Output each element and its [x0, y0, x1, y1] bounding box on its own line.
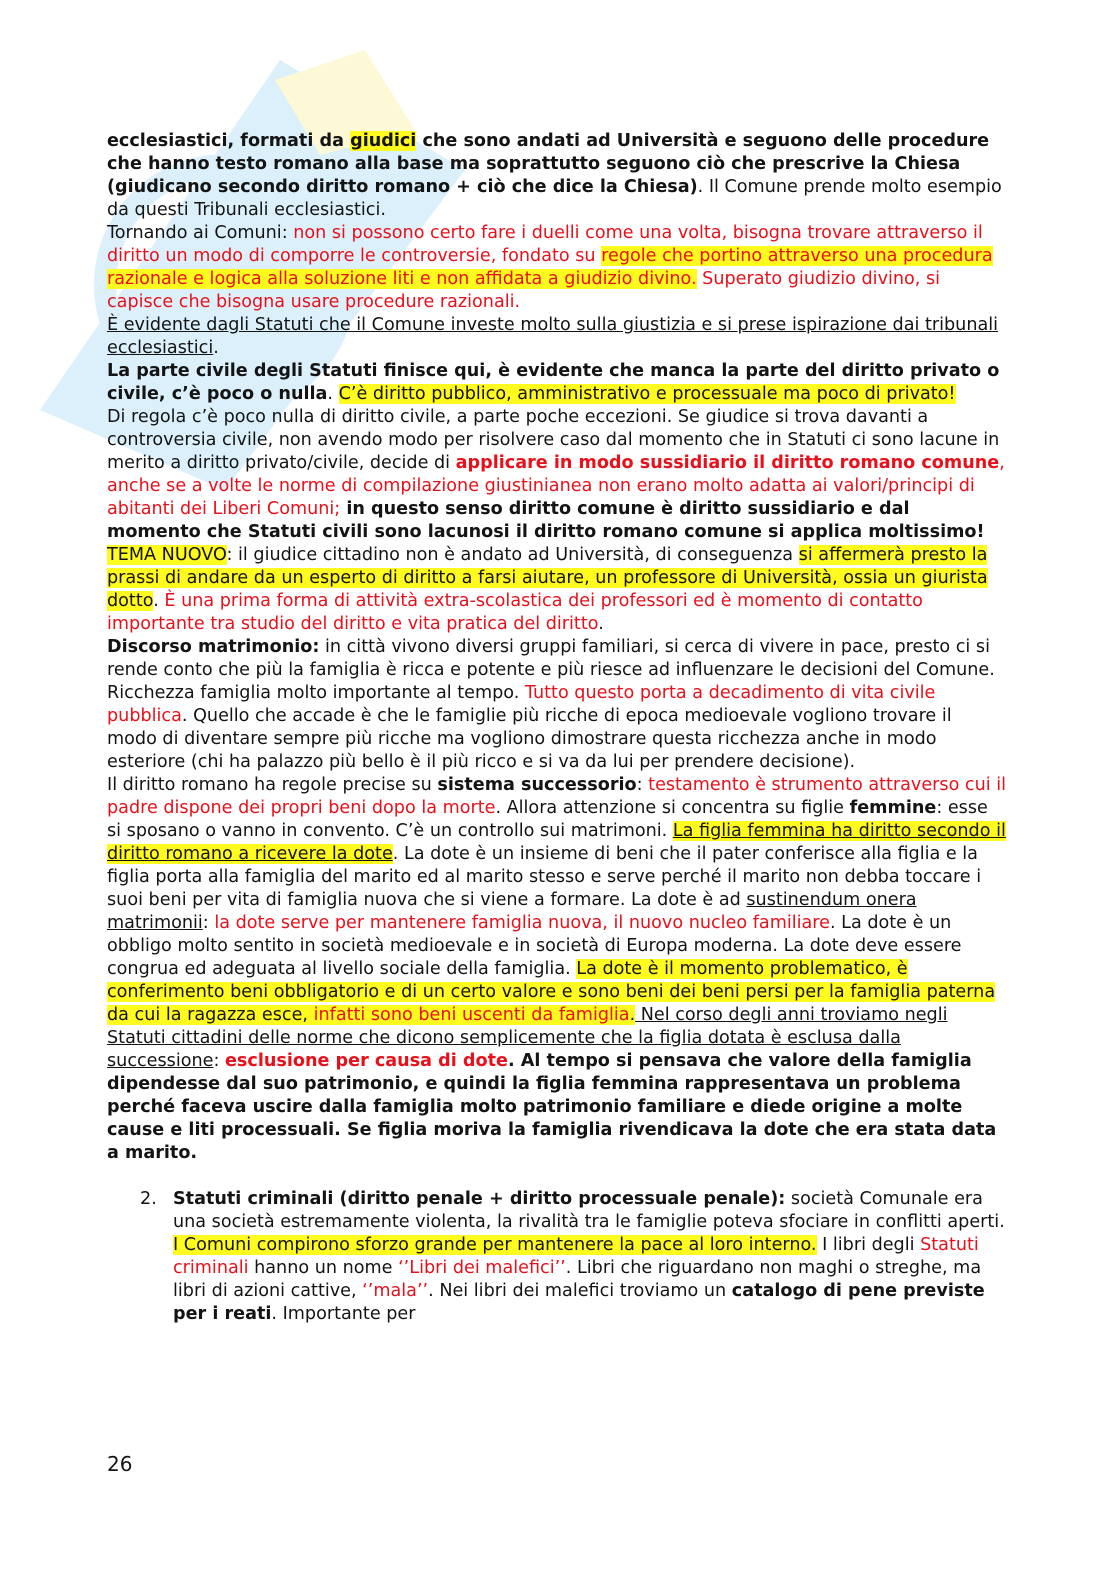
page-number: 26 [107, 1452, 133, 1476]
paragraph-civil-part-ends: La parte civile degli Statuti finisce qui, è evidente che manca la parte del diritto privato o civile, c’è poco o nulla. C’è diritto pubblico, amministrativo e processuale ma poco di privato! [107, 361, 1000, 404]
paragraph-returning-to-comuni: Tornando ai Comuni: non si possono certo fare i duelli come una volta, bisogna trovare attraverso il diritto un modo di comporre le controversie, fondato su regole che portino attraverso una procedura razionale e logica alla soluzione liti e non affidata a giudizio divino. Superato giudizio divino, si capisce che bisogna usare procedure razionali. [107, 223, 993, 312]
list-item-criminal-statutes [107, 1188, 1007, 1326]
document-body [107, 130, 1007, 1326]
paragraph-ecclesiastical-tribunals: ecclesiastici, formati da giudici che sono andati ad Università e seguono delle procedure che hanno testo romano alla base ma soprattutto seguono ciò che prescrive la Chiesa (giudicano secondo diritto romano + ciò che dice la Chiesa). Il Comune prende molto esempio da questi Tribunali ecclesiastici. [107, 131, 1002, 220]
paragraph-justice-investment: È evidente dagli Statuti che il Comune investe molto sulla giustizia e si prese ispirazione dai tribunali ecclesiastici. [107, 315, 999, 358]
paragraph-new-topic-jurist: TEMA NUOVO: il giudice cittadino non è andato ad Università, di conseguenza si affermerà presto la prassi di andare da un esperto di diritto a farsi aiutare, un professore di Università, ossia un giurista dotto. È una prima forma di attività extra-scolastica dei professori ed è momento di contatto importante tra studio del diritto e vita pratica del diritto. [107, 545, 988, 634]
paragraph-succession-dowry: Il diritto romano ha regole precise su sistema successorio: testamento è strumento attraverso cui il padre dispone dei propri beni dopo la morte. Allora attenzione si concentra su figlie femmine: esse si sposano o vanno in convento. C’è un controllo sui matrimoni. La figlia femmina ha diritto secondo il diritto romano a ricevere la dote. La dote è un insieme di beni che il pater conferisce alla figlia e la figlia porta alla famiglia del marito ed al marito stesso e serve perché il marito non debba toccare i suoi beni per vita di famiglia nuova che si viene a formare. La dote è ad sustinendum onera matrimonii: la dote serve per mantenere famiglia nuova, il nuovo nucleo familiare. La dote è un obbligo molto sentito in società medioevale e in società di Europa moderna. La dote deve essere congrua ed adeguata al livello sociale della famiglia. La dote è il momento problematico, è conferimento beni obbligatorio e di un certo valore e sono beni dei beni persi per la famiglia paterna da cui la ragazza esce, infatti sono beni uscenti da famiglia. Nel corso degli anni troviamo negli Statuti cittadini delle norme che dicono semplicemente che la figlia dotata è esclusa dalla successione: esclusione per causa di dote. Al tempo si pensava che valore della famiglia dipendesse dal suo patrimonio, e quindi la figlia femmina rappresentava un problema perché faceva uscire dalla famiglia molto patrimonio familiare e diede origine a molte cause e liti processuali. Se figlia moriva la famiglia rivendicava la dote che era stata data a marito. [107, 775, 1007, 1163]
paragraph-marriage: Discorso matrimonio: in città vivono diversi gruppi familiari, si cerca di vivere in pace, presto ci si rende conto che più la famiglia è ricca e potente e più riesce ad influenzare le decisioni del Comune. Ricchezza famiglia molto importante al tempo. Tutto questo porta a decadimento di vita civile pubblica. Quello che accade è che le famiglie più ricche di epoca medioevale vogliono trovare il modo di diventare sempre più ricche ma vogliono dimostrare questa ricchezza anche in modo esteriore (chi ha palazzo più bello è il più ricco e si va da lui per prendere decisione). [107, 637, 995, 772]
paragraph-subsidiary-roman-law: Di regola c’è poco nulla di diritto civile, a parte poche eccezioni. Se giudice si trova davanti a controversia civile, non avendo modo per risolvere caso dal momento che in Statuti ci sono lacune in merito a diritto privato/civile, decide di applicare in modo sussidiario il diritto romano comune, anche se a volte le norme di compilazione giustinianea non erano molto adatta ai valori/principi di abitanti dei Liberi Comuni; in questo senso diritto comune è diritto sussidiario e dal momento che Statuti civili sono lacunosi il diritto romano comune si applica moltissimo! [107, 407, 1005, 542]
list-marker: 2. [140, 1189, 157, 1209]
paragraph-criminal-statutes: Statuti criminali (diritto penale + diritto processuale penale): società Comunale era una società estremamente violenta, la rivalità tra le famiglie poteva sfociare in conflitti aperti. I Comuni compirono sforzo grande per mantenere la pace al loro interno. I libri degli Statuti criminali hanno un nome ‘’Libri dei malefici’’. Libri che riguardano non maghi o streghe, ma libri di azioni cattive, ‘’mala’’. Nei libri dei malefici troviamo un catalogo di pene previste per i reati. Importante per [173, 1189, 1005, 1324]
